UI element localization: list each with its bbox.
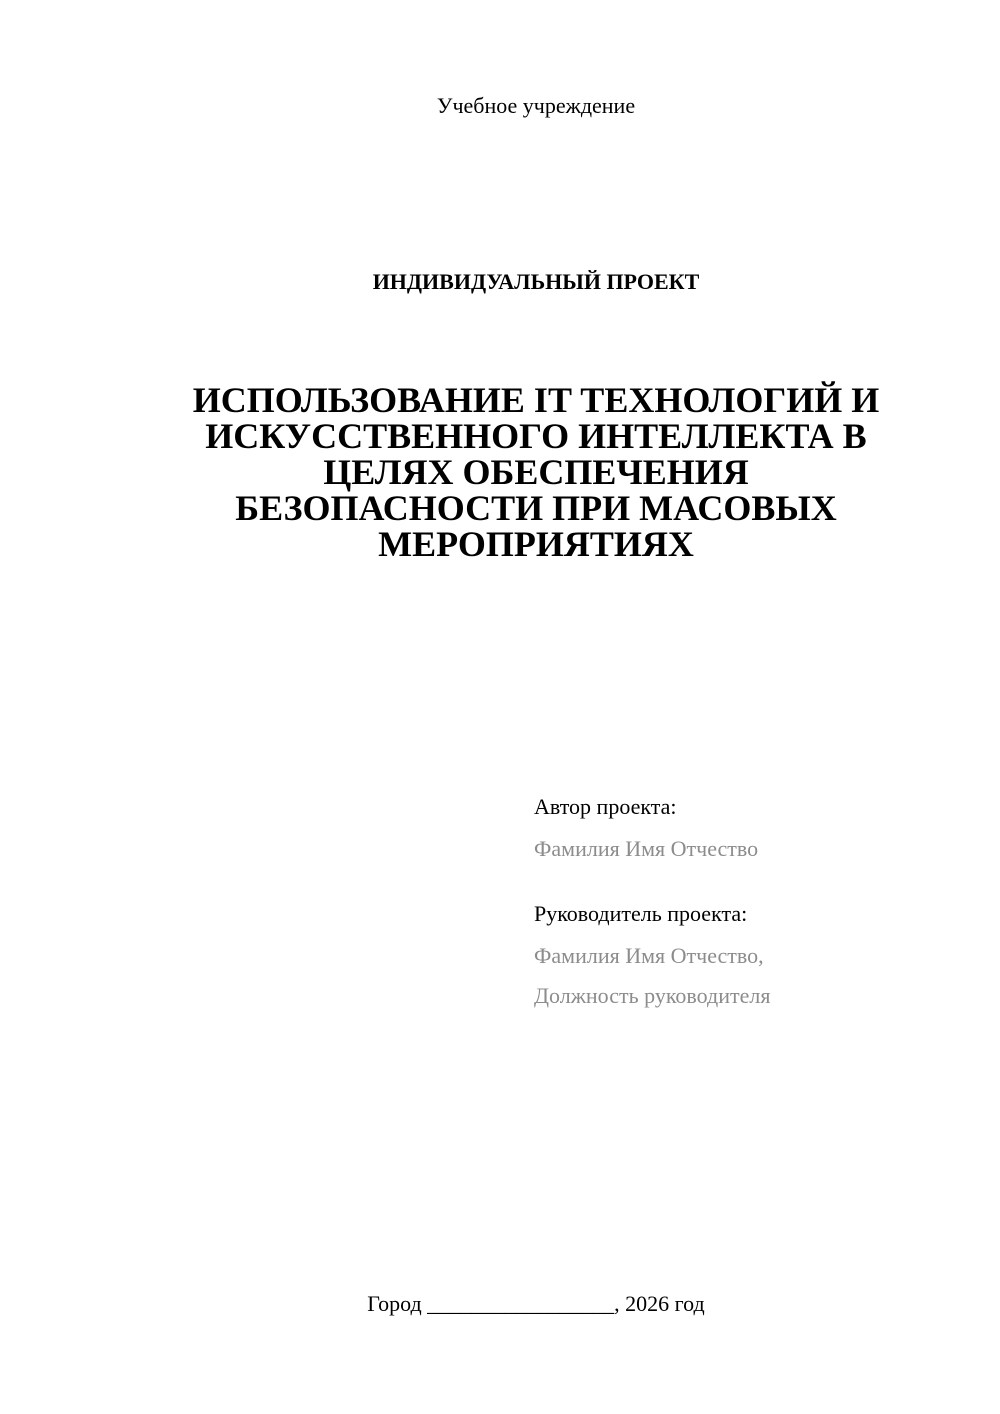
- supervisor-position-placeholder: Должность руководителя: [534, 983, 771, 1008]
- project-title-line: МЕРОПРИЯТИЯХ: [378, 524, 694, 564]
- author-name-placeholder: Фамилия Имя Отчество: [534, 836, 759, 861]
- project-title: [150, 382, 922, 562]
- supervisor-name-placeholder: Фамилия Имя Отчество,: [534, 943, 764, 968]
- credits-spacer: [534, 867, 770, 896]
- project-title-line: БЕЗОПАСНОСТИ ПРИ МАСОВЫХ: [235, 488, 837, 528]
- project-title-line: ЦЕЛЯХ ОБЕСПЕЧЕНИЯ: [323, 452, 749, 492]
- author-label: Автор проекта:: [534, 794, 677, 819]
- project-type-heading: ИНДИВИДУАЛЬНЫЙ ПРОЕКТ: [372, 269, 700, 294]
- city-year-line: Город _________________, 2026 год: [367, 1291, 705, 1316]
- institution-name: Учебное учреждение: [436, 93, 636, 118]
- project-title-line: ИСПОЛЬЗОВАНИЕ IT ТЕХНОЛОГИЙ И: [192, 380, 880, 420]
- credits-block: [534, 789, 770, 1014]
- supervisor-label: Руководитель проекта:: [534, 901, 748, 926]
- project-title-line: ИСКУССТВЕННОГО ИНТЕЛЛЕКТА В: [205, 416, 867, 456]
